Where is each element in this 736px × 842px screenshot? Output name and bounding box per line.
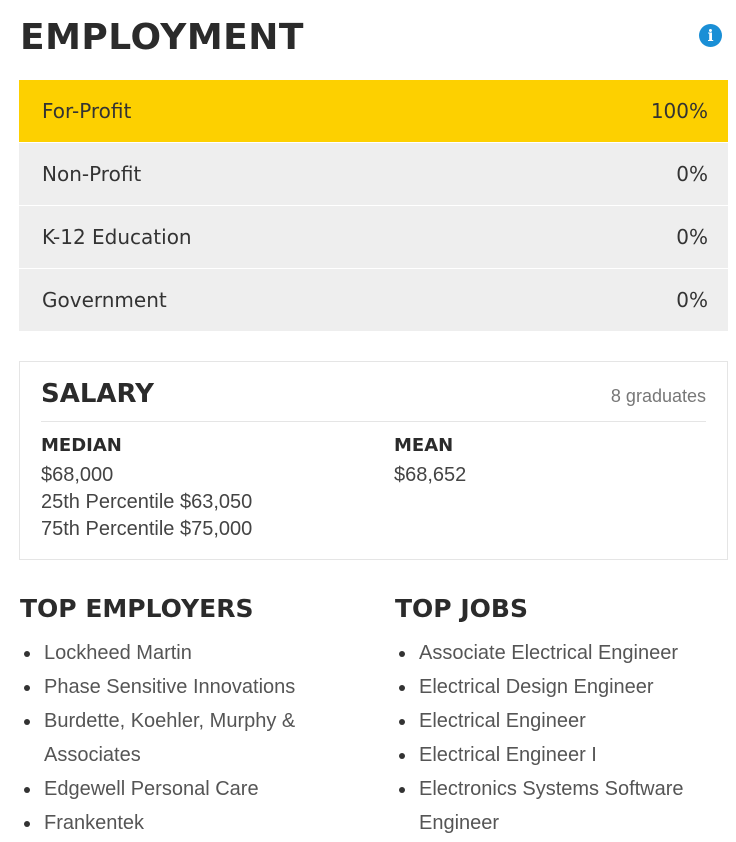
list-item: Edgewell Personal Care	[20, 772, 360, 806]
list-item: Electrical Design Engineer	[395, 670, 728, 704]
top-jobs-section	[395, 592, 728, 840]
top-employers-title: TOP EMPLOYERS	[20, 594, 254, 623]
employment-label: K-12 Education	[42, 225, 192, 249]
employment-table	[19, 80, 728, 332]
list-item: Electrical Engineer	[395, 704, 728, 738]
list-item: Lockheed Martin	[20, 636, 360, 670]
top-employers-list	[20, 636, 360, 840]
mean-value: $68,652	[394, 464, 467, 486]
median-label: MEDIAN	[41, 435, 122, 456]
employment-value: 0%	[676, 225, 708, 249]
mean-column	[394, 434, 466, 489]
salary-title: SALARY	[41, 379, 154, 409]
employment-value: 0%	[676, 162, 708, 186]
employment-label: For-Profit	[42, 99, 132, 123]
list-item: Frankentek	[20, 806, 360, 840]
info-icon[interactable]: i	[699, 24, 722, 47]
top-jobs-list	[395, 636, 728, 840]
top-jobs-title: TOP JOBS	[395, 594, 528, 623]
list-item: Electrical Engineer I	[395, 738, 728, 772]
employment-row-government	[19, 269, 728, 332]
list-item: Electronics Systems Software Engineer	[395, 772, 728, 840]
employment-row-for-profit	[19, 80, 728, 143]
employment-row-k12-education	[19, 206, 728, 269]
median-value: $68,000	[41, 464, 114, 486]
percentile-75: 75th Percentile $75,000	[41, 518, 253, 540]
graduates-count: 8 graduates	[610, 386, 706, 406]
employment-label: Non-Profit	[42, 162, 142, 186]
employment-header	[20, 14, 728, 64]
top-employers-section	[20, 592, 360, 840]
percentile-25: 25th Percentile $63,050	[41, 491, 253, 513]
employment-row-non-profit	[19, 143, 728, 206]
salary-panel	[19, 361, 728, 560]
list-item: Associate Electrical Engineer	[395, 636, 728, 670]
employment-value: 100%	[650, 99, 708, 123]
employment-label: Government	[42, 288, 167, 312]
salary-header	[41, 376, 706, 422]
list-item: Burdette, Koehler, Murphy & Associates	[20, 704, 360, 772]
page-title: EMPLOYMENT	[20, 17, 304, 58]
employment-value: 0%	[676, 288, 708, 312]
mean-label: MEAN	[394, 435, 454, 456]
median-column	[41, 434, 252, 543]
list-item: Phase Sensitive Innovations	[20, 670, 360, 704]
